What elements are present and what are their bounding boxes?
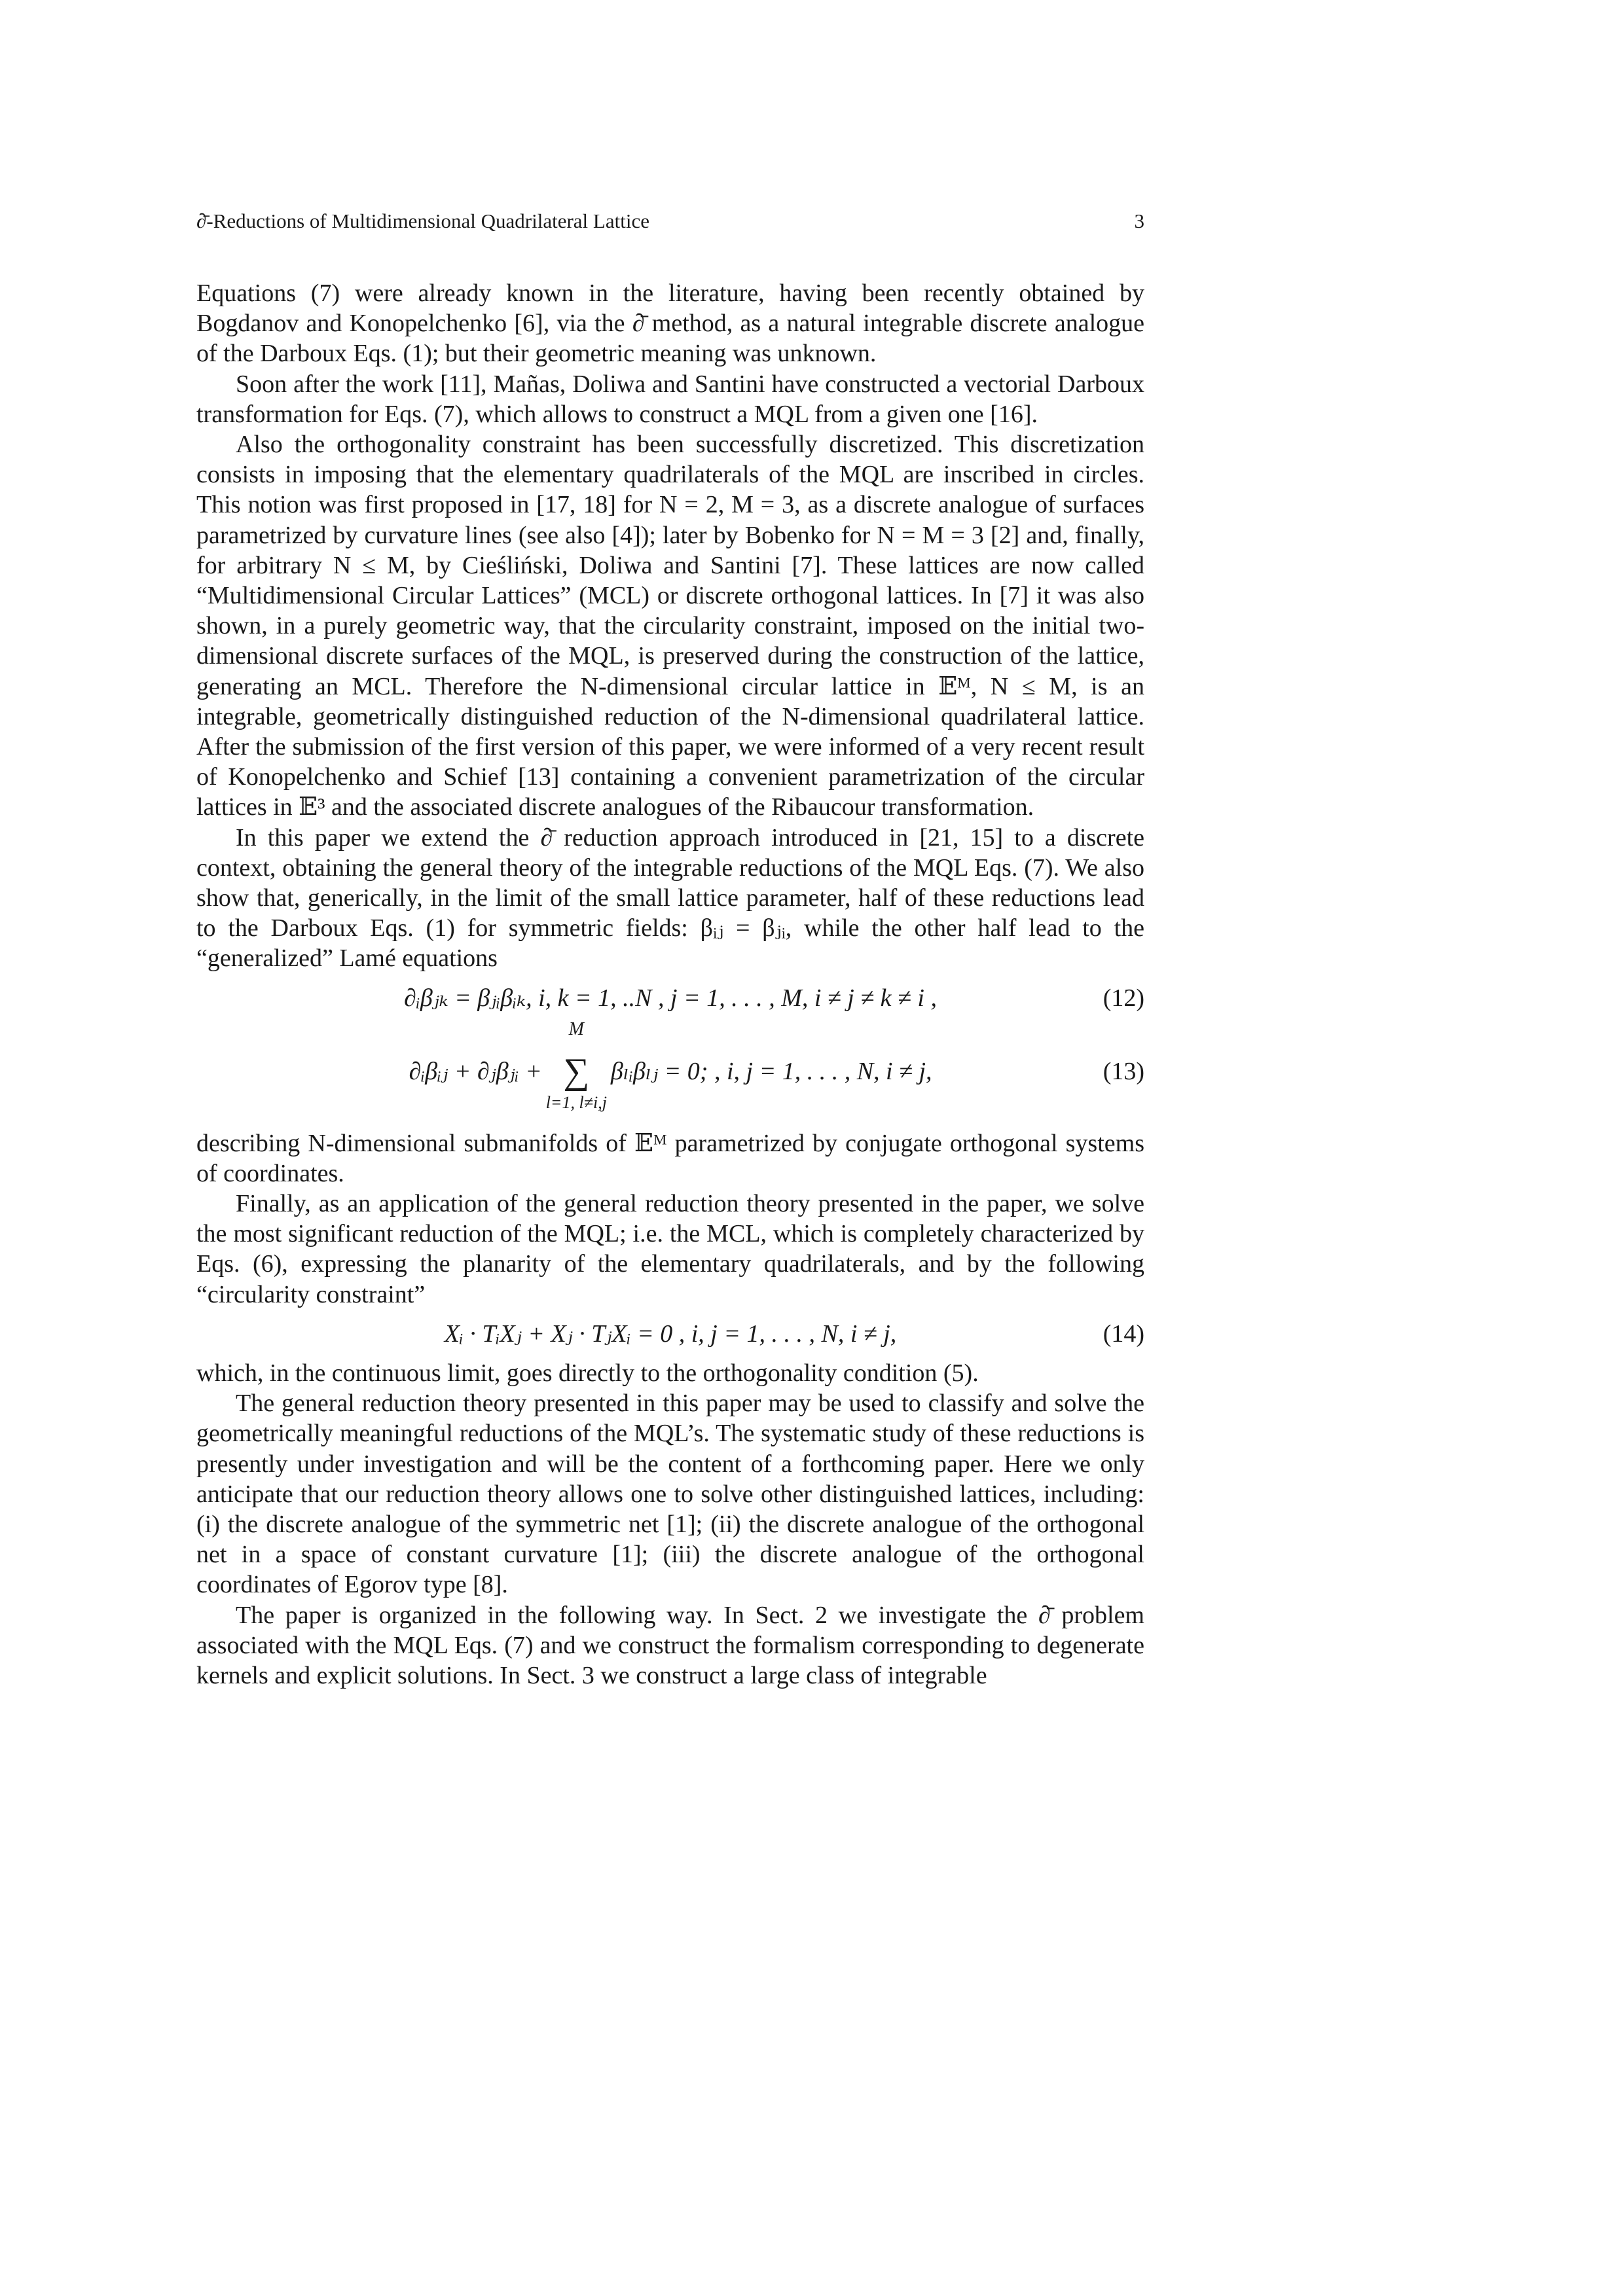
equation-13-left: ∂ᵢβᵢⱼ + ∂ⱼβⱼᵢ + [409,1057,542,1085]
running-title: ∂̄-Reductions of Multidimensional Quadrilateral Lattice [196,209,649,232]
equation-12 [196,983,1144,1013]
paragraph-2: Soon after the work [11], Mañas, Doliwa and Santini have constructed a vectorial Darboux transformation for Eqs. (7), which allows to construct a MQL from a given one [16]. [196,370,1144,428]
paragraph-8: The general reduction theory presented in this paper may be used to classify and solve the geometrically meaningful reductions of the MQL’s. The systematic study of these reductions is presently under investigation and will be the content of a forthcoming paper. Here we only anticipate that our reduction theory allows one to solve other distinguished lattices, including: (i) the discrete analogue of the symmetric net [1]; (ii) the discrete analogue of the orthogonal net in a space of constant curvature [1]; (iii) the discrete analogue of the orthogonal coordinates of Egorov type [8]. [196,1390,1144,1599]
paragraph-9: The paper is organized in the following way. In Sect. 2 we investigate the ∂̄ problem associated with the MQL Eqs. (7) and we construct the formalism corresponding to degenerate kernels and explicit solutions. In Sect. 3 we construct a large class of integrable [196,1601,1144,1689]
paragraph-4: In this paper we extend the ∂̄ reduction approach introduced in [21, 15] to a discrete context, obtaining the general theory of the integrable reductions of the MQL Eqs. (7). We also show that, generically, in the limit of the small lattice parameter, half of these reductions lead to the Darboux Eqs. (1) for symmetric fields: βᵢⱼ = βⱼᵢ, while the other half lead to the “generalized” Lamé equations [196,823,1144,973]
summation-upper-limit: M [568,1018,584,1039]
equation-12-number: (12) [1103,984,1144,1012]
equation-13 [196,1018,1144,1121]
running-head [196,208,1144,234]
page-number: 3 [1134,209,1144,232]
equation-14-expr: Xᵢ · TᵢXⱼ + Xⱼ · TⱼXᵢ = 0 , i, j = 1, . . . , N, i ≠ j, [444,1319,897,1348]
equation-13-number: (13) [1103,1057,1144,1085]
equation-14 [196,1319,1144,1349]
body-text [196,278,1144,1691]
equation-13-expr [196,1018,1144,1112]
equation-14-number: (14) [1103,1319,1144,1348]
paragraph-3: Also the orthogonality constraint has been successfully discretized. This discretization consists in imposing that the elementary quadrilaterals of the MQL are inscribed in circles. This notion was first proposed in [17, 18] for N = 2, M = 3, as a discrete analogue of surfaces parametrized by curvature lines (see also [4]); later by Bobenko for N = M = 3 [2] and, finally, for arbitrary N ≤ M, by Cieśliński, Doliwa and Santini [7]. These lattices are now called “Multidimensional Circular Lattices” (MCL) or discrete orthogonal lattices. In [7] it was also shown, in a purely geometric way, that the circularity constraint, imposed on the initial two-dimensional discrete surfaces of the MQL, is preserved during the construction of the lattice, generating an MCL. Therefore the N-dimensional circular lattice in 𝔼ᴹ, N ≤ M, is an integrable, geometrically distinguished reduction of the N-dimensional quadrilateral lattice. After the submission of the first version of this paper, we were informed of a very recent result of Konopelchenko and Schief [13] containing a convenient parametrization of the circular lattices in 𝔼³ and the associated discrete analogues of the Ribaucour transformation. [196,431,1144,821]
paragraph-6: Finally, as an application of the general reduction theory presented in the paper, we solve the most significant reduction of the MQL; i.e. the MCL, which is completely characterized by Eqs. (6), expressing the planarity of the elementary quadrilaterals, and by the following “circularity constraint” [196,1190,1144,1308]
equation-12-expr: ∂ᵢβⱼₖ = βⱼᵢβᵢₖ, i, k = 1, ..N , j = 1, . . . , M, i ≠ j ≠ k ≠ i , [404,984,937,1012]
summation-sign: ∑ [563,1050,590,1092]
summation-symbol [545,1018,607,1112]
paragraph-1: Equations (7) were already known in the literature, having been recently obtained by Bogdanov and Konopelchenko [6], via the ∂̄ method, as a natural integrable discrete analogue of the Darboux Eqs. (1); but their geometric meaning was unknown. [196,279,1144,368]
summation-lower-limit: l=1, l≠i,j [545,1092,607,1112]
paragraph-5: describing N-dimensional submanifolds of 𝔼ᴹ parametrized by conjugate orthogonal systems of coordinates. [196,1129,1144,1187]
equation-13-right: βₗᵢβₗⱼ = 0; , i, j = 1, . . . , N, i ≠ j, [610,1057,932,1085]
paragraph-7: which, in the continuous limit, goes directly to the orthogonality condition (5). [196,1359,979,1387]
